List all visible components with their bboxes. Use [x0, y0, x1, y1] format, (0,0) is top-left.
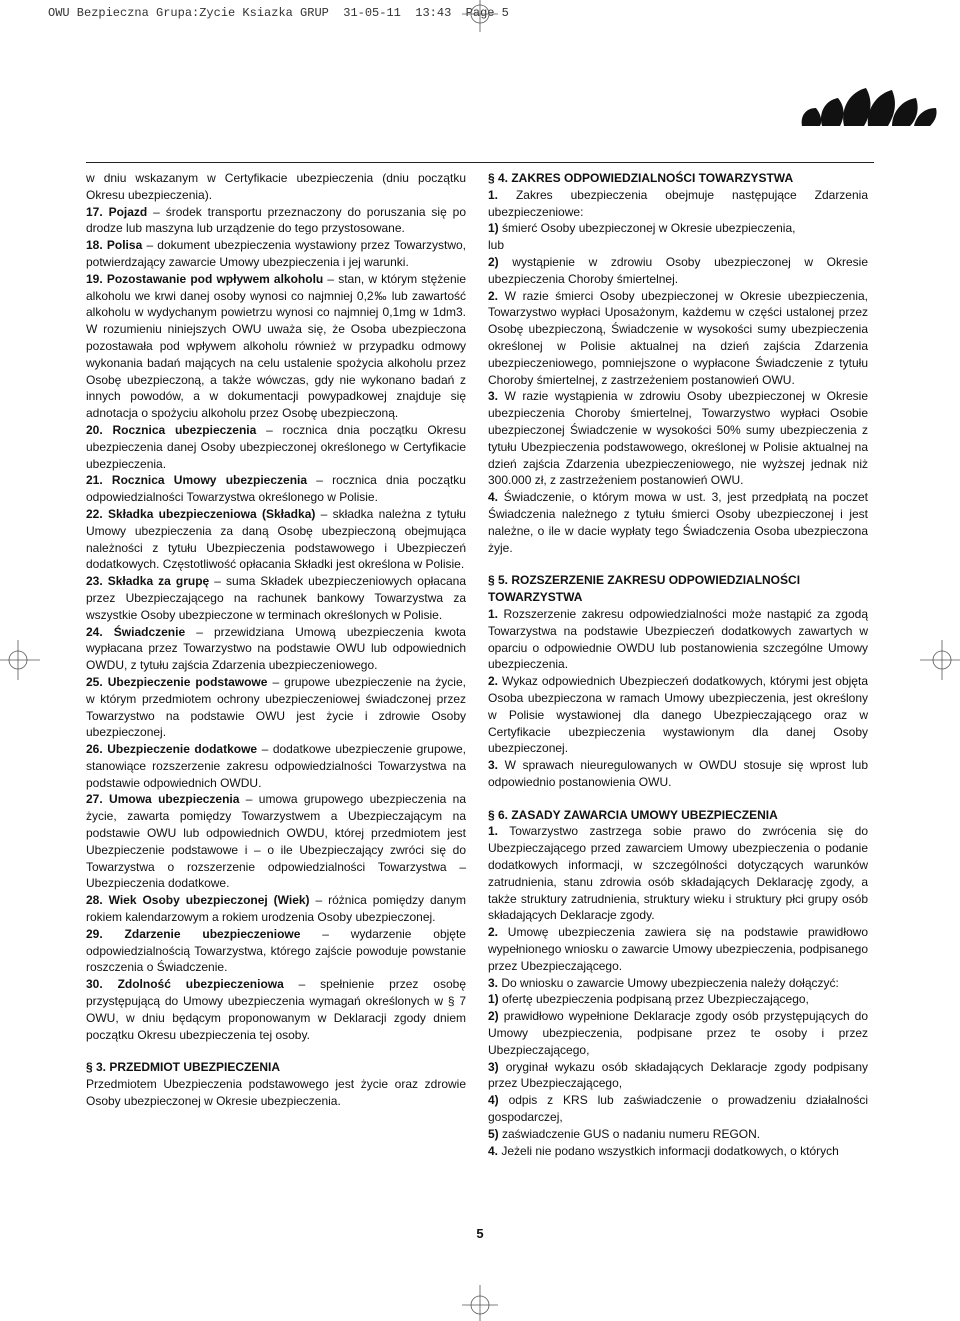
paragraph — [488, 220, 868, 237]
section-heading: § 6. ZASADY ZAWARCIA UMOWY UBEZPIECZENIA — [488, 807, 778, 822]
paragraph — [86, 624, 466, 674]
paragraph-text: Jeżeli nie podano wszystkich informacji dodatkowych, o których — [498, 1143, 839, 1158]
item-number: 3. — [488, 389, 499, 404]
left-column — [86, 170, 466, 1110]
item-number: 1. — [488, 187, 499, 202]
item-number: 26. — [86, 742, 103, 757]
paragraph-text: – dodatkowe ubezpieczenie grupowe, stanowiące rozszerzenie zakresu odpowiedzialności Towarzystwa na podstawie odpowiednich OWDU. — [86, 742, 466, 790]
company-logo-icon — [796, 86, 946, 126]
paragraph — [488, 924, 868, 974]
paragraph-text: – umowa grupowego ubezpieczenia na życie, zawarta pomiędzy Towarzystwem a Ubezpieczającym na podstawie OWU lub odpowiednich OWDU, której przedmiotem jest Ubezpieczenie podstawowe i – o ile Ubezpieczający zwróci się do Towarzystwa o rozszerzenie odpowiedzialności Towarzystwa – Ubezpieczenia dodatkowe. — [86, 792, 466, 891]
paragraph — [488, 288, 868, 389]
print-slug: OWU Bezpieczna Grupa:Zycie Ksiazka GRUP 31-05-11 13:43 Page 5 — [48, 6, 509, 20]
paragraph-text: Umowę ubezpieczenia zawiera się na podstawie prawidłowo wypełnionego wniosku o zawarcie Umowy ubezpieczenia, podpisanego przez Ubezpieczającego. — [488, 925, 868, 973]
defined-term: Pozostawanie pod wpływem alkoholu — [106, 271, 324, 286]
paragraph-text: – grupowe ubezpieczenie na życie, w którym przedmiotem ochrony ubezpieczeniowej świadczonej przez Towarzystwo na podstawie OWU jest życie i zdrowie Osoby ubezpieczonej. — [86, 674, 466, 740]
paragraph-text: – składka należna z tytułu Umowy ubezpieczenia za daną Osobę ubezpieczoną obejmująca należności z tytułu Ubezpieczenia podstawowego i Ubezpieczeń dodatkowych. Częstotliwość opłacania Składki jest określona w Polisie. — [86, 506, 466, 572]
paragraph — [86, 791, 466, 892]
defined-term: Wiek Osoby ubezpieczonej (Wiek) — [108, 893, 310, 908]
paragraph — [488, 254, 868, 288]
paragraph-text: – środek transportu przeznaczony do poruszania się po drodze lub maszyna lub urządzenie do tego przystosowane. — [86, 204, 466, 236]
defined-term: Polisa — [106, 238, 143, 253]
paragraph-text: oryginał wykazu osób składających Deklaracje zgody podpisany przez Ubezpieczającego, — [488, 1059, 868, 1091]
item-number: 1. — [488, 824, 499, 839]
item-number: 2. — [488, 925, 499, 940]
paragraph — [488, 1143, 868, 1160]
item-number: 19. — [86, 271, 103, 286]
paragraph-text: – dokument ubezpieczenia wystawiony przez Towarzystwo, potwierdzający zawarcie Umowy ubezpieczenia i jej warunki. — [86, 238, 466, 269]
paragraph-text: ofertę ubezpieczenia podpisaną przez Ubezpieczającego, — [498, 992, 809, 1007]
paragraph-text: Zakres ubezpieczenia obejmuje następujące Zdarzenia ubezpieczeniowe: — [488, 187, 868, 219]
paragraph — [86, 976, 466, 1043]
item-number: 4. — [488, 1143, 499, 1158]
item-number: 1. — [488, 606, 499, 621]
registration-mark-right — [920, 640, 960, 680]
item-number: 2) — [488, 1009, 499, 1024]
item-number: 3) — [488, 1059, 499, 1074]
paragraph-text: W razie wystąpienia w zdrowiu Osoby ubezpieczonej w Okresie ubezpieczenia Choroby śmiertelnej, Towarzystwo wypłaci Osobie ubezpieczonej Świadczenie w wysokości 50% sumy ubezpieczenia z tytułu Ubezpieczenia podstawowego, określonej w Polisie aktualnej na dzień zajścia Zdarzenia ubezpieczeniowego, nie wyższej jednak niż 300.000 zł, z zastrzeżeniem postanowień OWU. — [488, 389, 868, 488]
paragraph-text: prawidłowo wypełnione Deklaracje zgody osób przystępujących do Umowy ubezpieczenia, podpisane przez te osoby i przez Ubezpieczającego, — [488, 1009, 868, 1057]
paragraph — [488, 1008, 868, 1058]
item-number: 17. — [86, 204, 103, 219]
paragraph — [86, 170, 466, 204]
item-number: 2. — [488, 288, 499, 303]
paragraph — [488, 757, 868, 791]
paragraph — [488, 489, 868, 556]
defined-term: Zdarzenie ubezpieczeniowe — [124, 926, 301, 941]
paragraph-text: Towarzystwo zastrzega sobie prawo do zwrócenia się do Ubezpieczającego przed zawarciem Umowy ubezpieczenia o podanie dodatkowych informacji, w szczególności dotyczących warunków zatrudnienia, stanu zdrowia osób składających Deklarację zgody, a także struktury zatrudnienia, struktury wieku i struktury płci grupy osób składających Deklaracje zgody. — [488, 824, 868, 923]
item-number: 23. — [86, 574, 103, 589]
defined-term: Rocznica ubezpieczenia — [112, 422, 257, 437]
paragraph-text: – rocznica dnia początku odpowiedzialności Towarzystwa określonego w Polisie. — [86, 473, 466, 505]
paragraph-text: Świadczenie, o którym mowa w ust. 3, jest przedpłatą na poczet Świadczenia należnego z tytułu śmierci Osoby ubezpieczonej i jest należne, o ile w dacie wypłaty tego Świadczenia Osoba ubezpieczona żyje. — [488, 490, 868, 555]
paragraph — [86, 926, 466, 976]
paragraph — [488, 606, 868, 673]
item-number: 24. — [86, 624, 103, 639]
defined-term: Pojazd — [108, 204, 148, 219]
registration-mark-top — [460, 0, 500, 32]
paragraph-text: odpis z KRS lub zaświadczenie o prowadzeniu działalności gospodarczej, — [488, 1093, 868, 1125]
paragraph-text: W sprawach nieuregulowanych w OWDU stosuje się wprost lub odpowiednio postanowienia OWU. — [488, 758, 868, 789]
paragraph — [86, 472, 466, 506]
defined-term: Świadczenie — [113, 624, 186, 639]
paragraph-text: w dniu wskazanym w Certyfikacie ubezpieczenia (dniu początku Okresu ubezpieczenia). — [86, 171, 466, 202]
paragraph-text: wystąpienie w zdrowiu Osoby ubezpieczonej w Okresie ubezpieczenia Choroby śmiertelnej. — [488, 254, 868, 286]
paragraph — [86, 422, 466, 472]
item-number: 25. — [86, 674, 103, 689]
paragraph-text: Rozszerzenie zakresu odpowiedzialności może nastąpić za zgodą Towarzystwa na podstawie Ubezpieczeń dodatkowych zawartych w oparciu o odpowiednie OWDU lub postanowienia szczególne Umowy ubezpieczenia. — [488, 606, 868, 672]
item-number: 3. — [488, 975, 499, 990]
item-number: 2) — [488, 254, 499, 269]
paragraph — [86, 506, 466, 573]
section-heading: § 5. ROZSZERZENIE ZAKRESU ODPOWIEDZIALNOŚCI TOWARZYSTWA — [488, 573, 801, 605]
page-number: 5 — [476, 1226, 484, 1241]
defined-term: Składka za grupę — [107, 574, 210, 589]
paragraph — [86, 573, 466, 623]
paragraph-text: – suma Składek ubezpieczeniowych opłacana przez Ubezpieczającego na rachunek bankowy Towarzystwa za wszystkie Osoby ubezpieczone w terminach określonych w Polisie. — [86, 574, 466, 622]
item-number: 4) — [488, 1093, 499, 1108]
paragraph — [488, 673, 868, 757]
paragraph — [488, 187, 868, 221]
defined-term: Ubezpieczenie podstawowe — [107, 674, 268, 689]
paragraph-text: zaświadczenie GUS o nadaniu numeru REGON. — [498, 1126, 761, 1141]
registration-mark-bottom — [460, 1285, 500, 1321]
paragraph-text: śmierć Osoby ubezpieczonej w Okresie ubezpieczenia, — [498, 221, 796, 236]
item-number: 28. — [86, 893, 103, 908]
item-number: 1) — [488, 992, 499, 1007]
paragraph-text: – stan, w którym stężenie alkoholu we krwi danej osoby wynosi co najmniej 0,2‰ lub zawartość alkoholu w wydychanym powietrzu wynosi co najmniej 0,1mg w 1dm3. W rozumieniu niniejszych OWU uważa się, że Osoba ubezpieczona pozostawała pod wpływem alkoholu również w przypadku odmowy wykonania badań mających na celu ustalenie spożycia alkoholu przez Osobę ubezpieczoną, a także wówczas, gdy nie wykonano badań z innych powodów, a w dokumentacji powypadkowej znajduje się adnotacja o spożyciu alkoholu przez Osobę ubezpieczoną. — [86, 271, 466, 421]
paragraph — [488, 823, 868, 924]
defined-term: Zdolność ubezpieczeniowa — [117, 977, 284, 992]
paragraph — [86, 271, 466, 422]
right-column — [488, 170, 868, 1159]
item-number: 1) — [488, 221, 499, 236]
paragraph-text: – rocznica dnia początku Okresu ubezpieczenia danej Osoby ubezpieczonej określonego w Certyfikacie ubezpieczenia. — [86, 422, 466, 471]
paragraph — [488, 975, 868, 992]
item-number: 30. — [86, 977, 103, 992]
item-number: 29. — [86, 926, 103, 941]
defined-term: Ubezpieczenie dodatkowe — [107, 742, 258, 757]
item-number: 20. — [86, 422, 103, 437]
section-heading: § 4. ZAKRES ODPOWIEDZIALNOŚCI TOWARZYSTWA — [488, 171, 794, 185]
paragraph — [488, 1059, 868, 1093]
paragraph — [488, 237, 868, 254]
defined-term: Składka ubezpieczeniowa (Składka) — [108, 506, 316, 521]
paragraph-text: – różnica pomiędzy danym rokiem kalendarzowym a rokiem urodzenia Osoby ubezpieczonej. — [86, 893, 466, 925]
paragraph-text: Wykaz odpowiednich Ubezpieczeń dodatkowych, którymi jest objęta Osoba ubezpieczona w ramach Umowy ubezpieczenia, jest określony w Polisie wystawionej dla danego Ubezpieczającego oraz w Certyfikacie ubezpieczenia wystawionym dla danej Osoby ubezpieczonej. — [488, 674, 868, 756]
registration-mark-left — [0, 640, 40, 680]
paragraph-text: lub — [488, 238, 505, 253]
header-rule — [86, 162, 874, 163]
defined-term: Rocznica Umowy ubezpieczenia — [111, 473, 308, 488]
item-number: 21. — [86, 473, 103, 488]
item-number: 18. — [86, 238, 103, 253]
paragraph-text: Do wniosku o zawarcie Umowy ubezpieczenia należy dołączyć: — [498, 975, 839, 990]
item-number: 4. — [488, 490, 499, 505]
paragraph — [86, 674, 466, 741]
paragraph — [488, 1126, 868, 1143]
paragraph — [86, 741, 466, 791]
paragraph — [86, 237, 466, 271]
paragraph — [488, 1092, 868, 1126]
paragraph — [86, 1076, 466, 1110]
paragraph-text: Przedmiotem Ubezpieczenia podstawowego jest życie oraz zdrowie Osoby ubezpieczonej w Okresie ubezpieczenia. — [86, 1077, 466, 1109]
paragraph-text: – przewidziana Umową ubezpieczenia kwota wypłacana przez Towarzystwo na podstawie OWU lub odpowiednich OWDU, z tytułu zajścia Zdarzenia ubezpieczeniowego. — [86, 624, 466, 673]
defined-term: Umowa ubezpieczenia — [109, 792, 240, 807]
item-number: 27. — [86, 792, 103, 807]
section-heading: § 3. PRZEDMIOT UBEZPIECZENIA — [86, 1060, 281, 1075]
paragraph — [86, 204, 466, 238]
item-number: 2. — [488, 674, 499, 689]
paragraph-text: – spełnienie przez osobę przystępującą do Umowy ubezpieczenia wymagań określonych w § 7 OWU, w dniu będącym proponowanym w Deklaracji zgody dniem początku Okresu ubezpieczenia tej osoby. — [86, 977, 466, 1042]
paragraph — [488, 991, 868, 1008]
paragraph — [488, 388, 868, 489]
paragraph — [86, 892, 466, 926]
paragraph-text: – wydarzenie objęte odpowiedzialnością Towarzystwa, którego zajście powoduje powstanie roszczenia o Świadczenie. — [86, 926, 466, 975]
item-number: 22. — [86, 506, 103, 521]
paragraph-text: W razie śmierci Osoby ubezpieczonej w Okresie ubezpieczenia, Towarzystwo wypłaci Uposażonym, każdemu w części ustalonej przez Osobę ubezpieczoną, Świadczenie w wysokości sumy ubezpieczenia określonej w Polisie aktualnej na dzień zajścia Zdarzenia ubezpieczeniowego, pomniejszone o wypłacone Świadczenie z tytułu Choroby śmiertelnej, z zastrzeżeniem postanowień OWU. — [488, 288, 868, 387]
item-number: 5) — [488, 1126, 499, 1141]
item-number: 3. — [488, 758, 499, 773]
